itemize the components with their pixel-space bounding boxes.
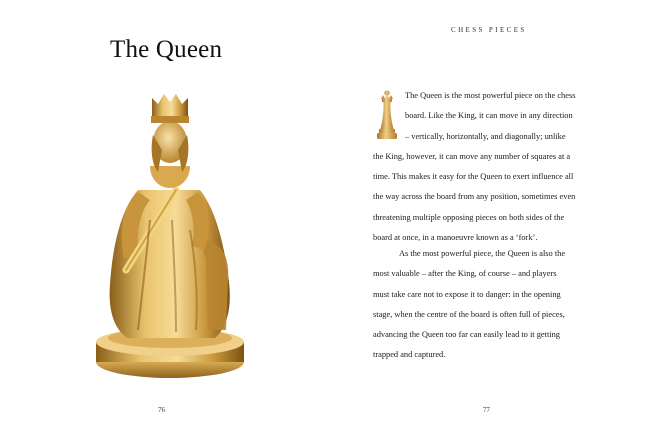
text-line: the way across the board from any position, sometimes even: [373, 192, 576, 202]
text-line: must take care not to expose it to danger: in the opening: [373, 289, 561, 299]
right-page: [325, 0, 650, 430]
text-line: board. Like the King, it can move in any direction: [405, 111, 573, 121]
text-line: time. This makes it easy for the Queen to exert influence all: [373, 172, 574, 182]
page-number-left: 76: [158, 406, 165, 414]
text-line: the King, however, it can move any number of squares at a: [373, 151, 571, 161]
text-line: threatening multiple opposing pieces on both sides of the: [373, 212, 565, 222]
running-head: CHESS PIECES: [451, 26, 527, 34]
text-line: The Queen is the most powerful piece on the chess: [405, 91, 576, 100]
text-line: most valuable – after the King, of course – and players: [373, 269, 557, 279]
text-line: stage, when the centre of the board is often full of pieces,: [373, 309, 565, 319]
text-line: – vertically, horizontally, and diagonally; unlike: [405, 131, 566, 141]
paragraph-1: [373, 86, 629, 248]
text-line: board at once, in a manoeuvre known as a ‘fork’.: [373, 233, 538, 243]
text-line: As the most powerful piece, the Queen is also the: [399, 249, 566, 258]
page-title: The Queen: [110, 36, 223, 63]
queen-statue-illustration: [80, 80, 260, 385]
paragraph-2: [373, 244, 629, 366]
text-line: trapped and captured.: [373, 350, 446, 360]
page-number-right: 77: [483, 406, 490, 414]
text-line: advancing the Queen too far can easily lead to it getting: [373, 330, 560, 340]
